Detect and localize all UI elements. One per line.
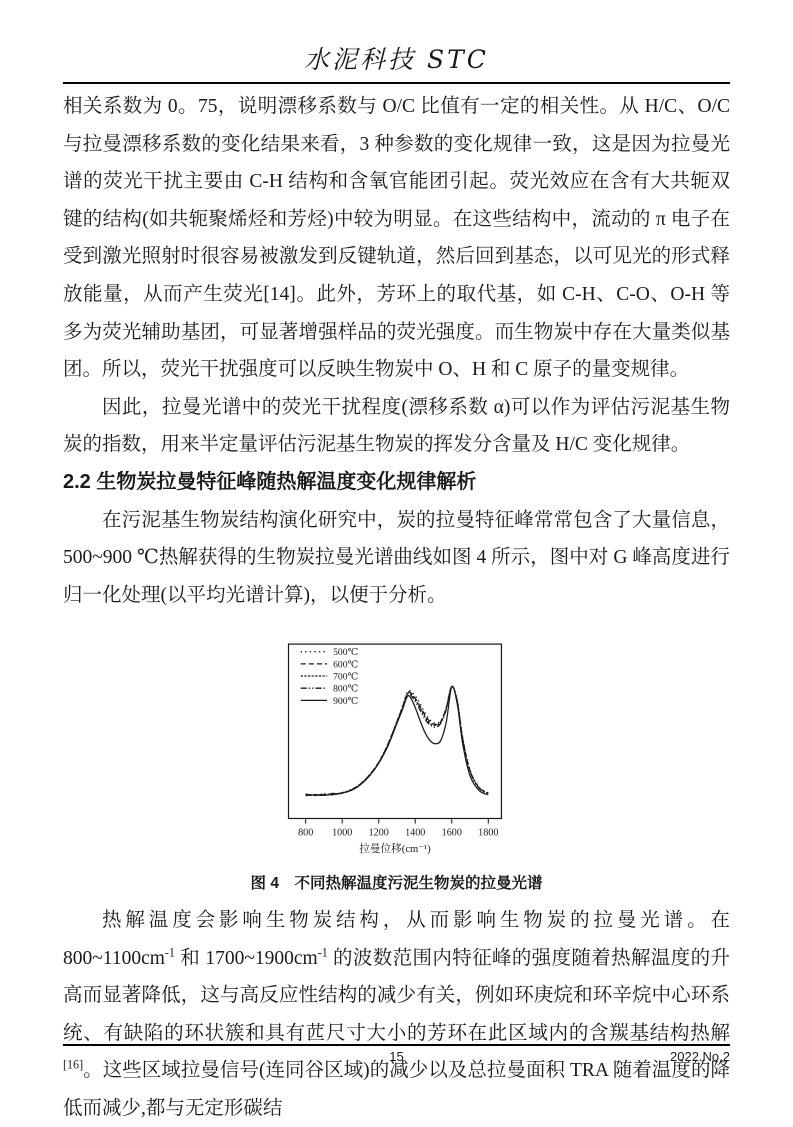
raman-chart	[277, 638, 517, 856]
section-heading: 2.2 生物炭拉曼特征峰随热解温度变化规律解析	[63, 470, 477, 493]
x-tick-label-1400: 1400	[404, 828, 425, 840]
x-tick-label-1600: 1600	[441, 828, 462, 840]
footer-issue: 2022.No.2	[670, 1049, 730, 1064]
body-paragraph-4: 热解温度会影响生物炭结构，从而影响生物炭的拉曼光谱。在 $800\sim 1100cm^{-1}$ 和 $1700\sim 1900cm^{-1}$ 的波数范围内特征峰的强度随着热解温度的升高而显著降低，这与高反应性结构的减少有关，例如环庚烷和环辛烷中心环系统、有缺陷的环状簇和具有苉尺寸大小的芳环在此区域内的含羰基结构热解[16]。这些区域拉曼信号(连同谷区域)的减少以及总拉曼面积 TRA 随着温度的降低而减少,都与无定形碳结	[63, 909, 730, 1119]
article-body	[63, 88, 730, 1127]
x-tick-label-800: 800	[297, 828, 313, 840]
legend-label-600℃: 600℃	[332, 659, 358, 671]
chart-frame	[288, 644, 501, 818]
body-paragraph-3: 在污泥基生物炭结构演化研究中，炭的拉曼特征峰常常包含了大量信息，500~900 ℃热解获得的生物炭拉曼光谱曲线如图 4 所示，图中对 G 峰高度进行归一化处理(以平均光谱计算)，以便于分析。	[63, 509, 730, 606]
page-header	[0, 0, 793, 76]
x-axis-ticks	[298, 819, 498, 839]
journal-title: 水泥科技 STC	[304, 45, 489, 74]
figure-4	[63, 638, 730, 896]
page-footer	[63, 1044, 730, 1068]
body-paragraph-1: 相关系数为 0。75，说明漂移系数与 O/C 比值有一定的相关性。从 H/C、O/C 与拉曼漂移系数的变化结果来看，3 种参数的变化规律一致，这是因为拉曼光谱的荧光干扰主要由 C-H 结构和含氧官能团引起。荧光效应在含有大共轭双键的结构(如共轭聚烯烃和芳烃)中较为明显。在这些结构中，流动的 π 电子在受到激光照射时很容易被激发到反键轨道，然后回到基态，以可见光的形式释放能量，从而产生荧光[14]。此外，芳环上的取代基，如 C-H、C-O、O-H 等多为荧光辅助基团，可显著增强样品的荧光强度。而生物炭中存在大量类似基团。所以，荧光干扰强度可以反映生物炭中 O、H 和 C 原子的量变规律。	[63, 96, 730, 381]
x-tick-label-1000: 1000	[331, 828, 352, 840]
figure-caption: 图 4 不同热解温度污泥生物炭的拉曼光谱	[250, 874, 543, 892]
footer-page-number: 15	[389, 1049, 404, 1064]
x-axis-label: 拉曼位移(cm⁻¹)	[358, 844, 431, 856]
legend-label-700℃: 700℃	[332, 671, 358, 683]
body-paragraph-2: 因此，拉曼光谱中的荧光干扰程度(漂移系数 α)可以作为评估污泥基生物炭的指数，用来半定量评估污泥基生物炭的挥发分含量及 H/C 变化规律。	[63, 396, 730, 456]
legend-label-800℃: 800℃	[332, 684, 358, 696]
x-tick-label-1200: 1200	[368, 828, 389, 840]
header-rule	[63, 82, 730, 84]
legend-label-900℃: 900℃	[332, 696, 358, 708]
chart-legend	[300, 648, 358, 708]
x-tick-label-1800: 1800	[477, 828, 498, 840]
legend-label-500℃: 500℃	[332, 647, 358, 659]
